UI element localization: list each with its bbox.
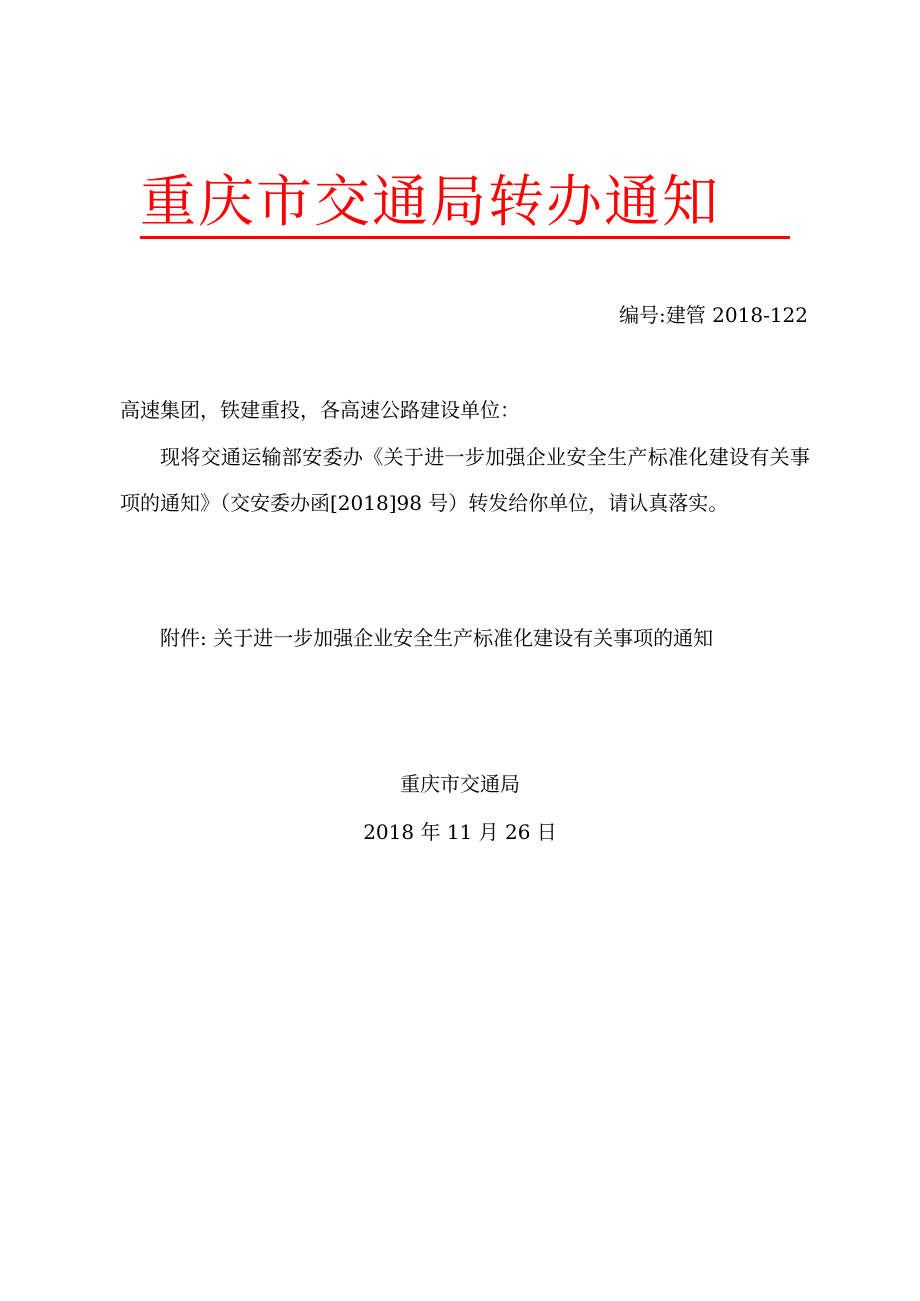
- body-paragraph: 现将交通运输部安委办《关于进一步加强企业安全生产标准化建设有关事项的通知》（交安委办函[2018]98 号）转发给你单位，请认真落实。: [120, 445, 810, 515]
- attachment-title: 关于进一步加强企业安全生产标准化建设有关事项的通知: [213, 626, 714, 650]
- addressee-line: 高速集团，铁建重投，各高速公路建设单位：: [120, 398, 520, 422]
- attachment-line: [120, 622, 810, 654]
- document-number-label: 编号:: [619, 303, 666, 327]
- issuing-authority: 重庆市交通局: [400, 772, 520, 796]
- document-number: [619, 300, 808, 330]
- issue-date: 2018 年 11 月 26 日: [363, 820, 557, 844]
- document-number-value: 建管 2018-122: [665, 303, 808, 327]
- title-underline: [140, 236, 790, 239]
- attachment-label: 附件:: [160, 626, 207, 650]
- document-title: 重庆市交通局转办通知: [140, 170, 720, 235]
